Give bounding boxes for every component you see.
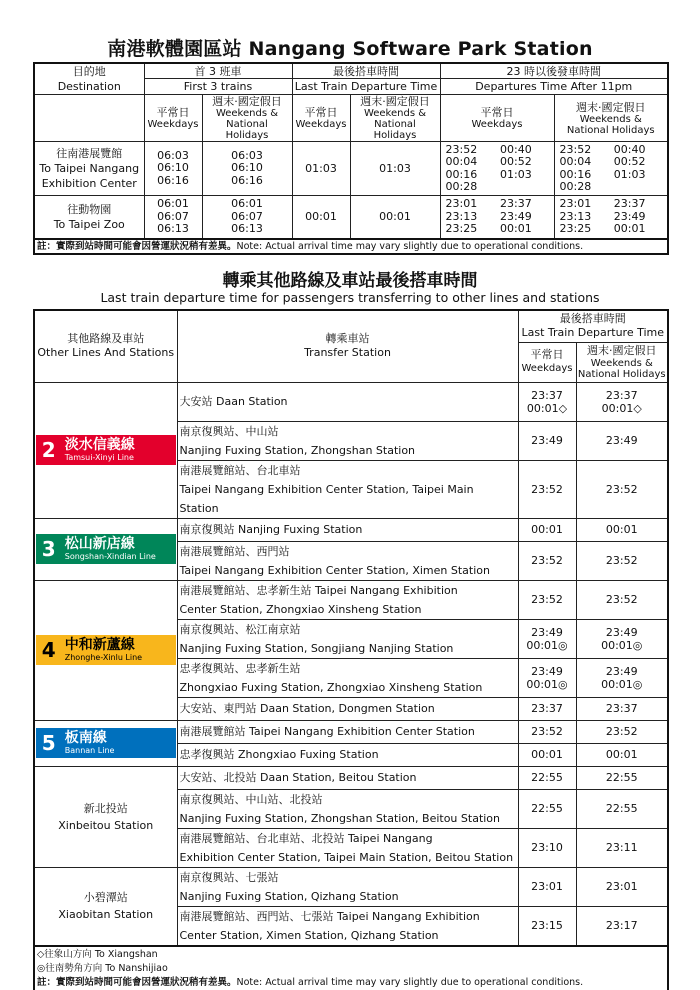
we-zh: 週末‧國定假日 xyxy=(360,95,430,108)
transfer-station-cell xyxy=(177,518,518,541)
weekdays-time xyxy=(518,867,576,906)
transfer-station-en: Nanjing Fuxing Station, Zhongshan Station xyxy=(179,443,416,457)
top-note xyxy=(34,239,668,254)
time: 23:37 xyxy=(531,702,563,715)
time: 00:16 xyxy=(559,167,592,181)
time: 00:01 xyxy=(605,523,638,536)
weekdays-header xyxy=(518,342,576,382)
transfer-station-cell xyxy=(177,697,518,720)
transfer-station-zh: 南港展覽館站、西門站、七張站 Taipei Nangang Exhibition xyxy=(179,909,480,923)
time: 23:13 xyxy=(445,209,478,223)
weekdays-time xyxy=(518,382,576,421)
we-en2: National Holidays xyxy=(373,119,417,141)
weekends-time xyxy=(576,619,668,658)
time: 00:04 xyxy=(559,155,592,168)
weekdays-time xyxy=(518,460,576,518)
transfer-station-cell xyxy=(177,580,518,619)
line-name xyxy=(62,534,176,564)
time: 06:03 xyxy=(157,148,189,162)
transfer-station-zh: 南京復興站、中山站、北投站 xyxy=(179,792,323,806)
time: 23:10 xyxy=(531,841,563,854)
wd-zh: 平常日 xyxy=(304,106,338,119)
time: 00:01 xyxy=(500,222,532,235)
time: 06:10 xyxy=(157,161,189,175)
last-weekends-header xyxy=(350,95,440,142)
line-badge xyxy=(36,728,176,758)
line-badge-cell xyxy=(34,580,177,720)
time-with-direction: 00:01◎ xyxy=(601,677,643,691)
time: 23:49 xyxy=(605,625,638,639)
time-with-direction: 00:01◇ xyxy=(526,401,568,415)
time: 00:52 xyxy=(500,155,532,168)
we-en: Weekends & xyxy=(579,113,642,125)
transfer-header-en: Transfer Station xyxy=(304,346,391,360)
weekdays-time xyxy=(518,421,576,460)
note-zh: 註：實際到站時間可能會因營運狀況稍有差異。 xyxy=(37,240,237,252)
after-weekdays-times xyxy=(440,196,554,239)
time: 00:01 xyxy=(531,748,563,761)
time: 00:52 xyxy=(613,155,646,168)
time: 23:49 xyxy=(531,434,563,447)
weekdays-time xyxy=(518,743,576,766)
time: 23:11 xyxy=(605,841,638,854)
first-weekdays-header xyxy=(144,95,202,142)
line-number: 3 xyxy=(36,534,62,564)
after-weekdays-times xyxy=(440,142,554,196)
station-zh: 小碧潭站 xyxy=(83,891,128,904)
destination-cell xyxy=(34,196,144,239)
time: 23:13 xyxy=(559,209,592,223)
first3-header-zh: 首 3 班車 xyxy=(144,63,292,79)
wd-en: Weekdays xyxy=(295,119,347,130)
weekdays-time xyxy=(518,697,576,720)
time-with-direction: 00:01◎ xyxy=(526,638,568,652)
last-header-zh: 最後搭車時間 xyxy=(559,312,626,326)
weekdays-time xyxy=(518,720,576,743)
footnote-note xyxy=(37,976,665,990)
dest-zh: 往南港展覽館 xyxy=(56,147,123,160)
transfer-station-en: Nanjing Fuxing Station, Zhongshan Station, Beitou Station xyxy=(179,811,501,825)
line-name-zh: 中和新蘆線 xyxy=(64,637,135,653)
dest-en: To Taipei Zoo xyxy=(53,217,125,231)
time: 00:16 xyxy=(445,167,478,181)
dest-zh: 往動物園 xyxy=(67,202,112,216)
weekends-time xyxy=(576,766,668,789)
lines-header xyxy=(34,310,177,382)
lines-header-en: Other Lines And Stations xyxy=(37,346,175,360)
transfer-station-en: Nanjing Fuxing Station, Qizhang Station xyxy=(179,889,399,903)
transfer-station-cell xyxy=(177,828,518,867)
line-badge xyxy=(36,435,176,465)
time: 06:07 xyxy=(157,209,189,223)
transfer-station-cell xyxy=(177,766,518,789)
station-cell xyxy=(34,867,177,946)
footnote-diamond: ◇往象山方向 To Xiangshan xyxy=(37,948,158,960)
line-number: 5 xyxy=(36,728,62,758)
line-number: 4 xyxy=(36,635,62,665)
transfer-station-zh: 南港展覽館站、台北車站、北投站 Taipei Nangang xyxy=(179,831,433,845)
weekends-time xyxy=(576,460,668,518)
last-header-zh: 最後搭車時間 xyxy=(292,63,440,79)
we-zh: 週末‧國定假日 xyxy=(576,100,646,114)
wd-en: Weekdays xyxy=(147,119,199,130)
first-weekends-times xyxy=(202,142,292,196)
transfer-station-cell xyxy=(177,541,518,580)
time: 23:52 xyxy=(531,482,563,496)
first-weekdays-times xyxy=(144,196,202,239)
line-name xyxy=(62,728,176,758)
after-weekends-times xyxy=(554,196,668,239)
time: 00:01 xyxy=(613,222,646,235)
weekdays-time xyxy=(518,580,576,619)
we-zh: 週末‧國定假日 xyxy=(587,344,657,357)
weekdays-time xyxy=(518,906,576,946)
note-en: Note: Actual arrival time may vary slightly due to operational conditions. xyxy=(236,976,584,988)
last-weekdays-header xyxy=(292,95,350,142)
weekends-time xyxy=(576,789,668,828)
time: 06:01 xyxy=(157,197,189,210)
first-weekends-times xyxy=(202,196,292,239)
we-en: Weekends & xyxy=(215,108,279,119)
table-row xyxy=(34,382,668,421)
transfer-header xyxy=(177,310,518,382)
time: 23:49 xyxy=(531,664,563,678)
time: 00:28 xyxy=(559,180,592,193)
transfer-station-en: Taipei Nangang Exhibition Center Station, Taipei Main Station xyxy=(179,482,474,515)
time: 23:25 xyxy=(559,222,592,235)
line-badge-cell xyxy=(34,720,177,766)
time: 22:55 xyxy=(531,802,563,815)
destination-header-spacer xyxy=(34,95,144,142)
weekdays-time xyxy=(518,518,576,541)
transfer-station-en: Nanjing Fuxing Station, Songjiang Nanjing Station xyxy=(179,641,454,655)
time: 22:55 xyxy=(531,771,563,784)
time xyxy=(614,181,662,194)
time: 06:03 xyxy=(231,148,263,162)
weekends-time xyxy=(576,382,668,421)
line-name xyxy=(62,635,176,665)
last-weekends-time: 01:03 xyxy=(350,142,440,196)
time: 23:52 xyxy=(605,725,638,738)
time: 23:37 xyxy=(531,388,563,402)
after-weekends-header xyxy=(554,95,668,142)
transfer-station-cell xyxy=(177,867,518,906)
time: 23:52 xyxy=(559,142,592,156)
we-en: Weekends & xyxy=(363,108,427,119)
station-cell xyxy=(34,766,177,867)
first-last-train-table xyxy=(33,62,669,255)
time: 01:03 xyxy=(613,167,646,181)
wd-en: Weekdays xyxy=(471,119,523,130)
time: 22:55 xyxy=(605,802,638,815)
first-weekdays-times xyxy=(144,142,202,196)
we-en2: National Holidays xyxy=(577,369,666,380)
time: 23:52 xyxy=(605,554,638,567)
we-en2: National Holidays xyxy=(566,124,655,136)
after11-header-en: Departures Time After 11pm xyxy=(440,79,668,95)
time: 23:52 xyxy=(445,142,478,156)
time: 06:13 xyxy=(157,222,189,235)
dest-en: To Taipei Nangang xyxy=(39,162,140,175)
after-weekends-times xyxy=(554,142,668,196)
transfer-station-cell xyxy=(177,382,518,421)
time: 23:15 xyxy=(531,919,563,932)
time: 01:03 xyxy=(500,167,532,181)
destination-header-en: Destination xyxy=(57,80,121,93)
line-name-zh: 松山新店線 xyxy=(64,536,135,552)
weekends-header xyxy=(576,342,668,382)
time: 06:16 xyxy=(157,173,189,187)
time: 23:52 xyxy=(531,725,563,738)
we-en2: National Holidays xyxy=(225,119,269,141)
time: 23:52 xyxy=(605,593,638,606)
we-zh: 週末‧國定假日 xyxy=(212,95,282,108)
time: 23:01 xyxy=(605,880,638,893)
time: 23:49 xyxy=(613,209,646,223)
transfer-table xyxy=(33,309,669,990)
weekends-time xyxy=(576,906,668,946)
table-row xyxy=(34,766,668,789)
transfer-station-en: Center Station, Zhongxiao Xinsheng Station xyxy=(179,602,422,616)
line-name-en: Tamsui-Xinyi Line xyxy=(64,453,134,462)
transfer-station-zh: 大安站 Daan Station xyxy=(179,395,288,408)
table-row xyxy=(34,867,668,906)
transfer-station-zh: 大安站、東門站 Daan Station, Dongmen Station xyxy=(179,701,435,715)
weekends-time xyxy=(576,828,668,867)
transfer-station-zh: 南京復興站、中山站 xyxy=(179,424,279,438)
transfer-station-zh: 南京復興站 Nanjing Fuxing Station xyxy=(179,522,363,536)
line-name-en: Bannan Line xyxy=(64,746,115,755)
time: 23:49 xyxy=(500,209,532,223)
transfer-station-cell xyxy=(177,906,518,946)
line-name-zh: 板南線 xyxy=(64,730,107,746)
transfer-header-zh: 轉乘車站 xyxy=(325,332,370,346)
transfer-station-zh: 南港展覽館站、台北車站 xyxy=(179,463,301,477)
destination-cell xyxy=(34,142,144,196)
time: 23:01 xyxy=(531,880,563,893)
time xyxy=(500,181,549,194)
station-zh: 新北投站 xyxy=(83,801,128,815)
transfer-station-cell xyxy=(177,789,518,828)
time: 23:49 xyxy=(605,434,638,447)
footnote-circle: ◎往南勢角方向 To Nanshijiao xyxy=(37,962,168,974)
transfer-station-cell xyxy=(177,743,518,766)
transfer-footnotes xyxy=(34,946,668,990)
time: 00:40 xyxy=(613,142,646,156)
transfer-station-zh: 南京復興站、松江南京站 xyxy=(179,622,301,636)
line-badge xyxy=(36,635,176,665)
time: 06:16 xyxy=(231,173,263,187)
time: 00:01 xyxy=(531,523,563,536)
line-name-en: Songshan-Xindian Line xyxy=(64,552,156,561)
line-name xyxy=(62,435,176,465)
table-row xyxy=(34,142,668,196)
time: 23:01 xyxy=(445,197,478,210)
transfer-title: 轉乘其他路線及車站最後搭車時間 xyxy=(222,271,478,291)
last-weekdays-time: 00:01 xyxy=(292,196,350,239)
time: 23:25 xyxy=(445,222,478,235)
time: 23:37 xyxy=(605,702,638,715)
transfer-station-zh: 大安站、北投站 Daan Station, Beitou Station xyxy=(179,770,417,784)
note-en: Note: Actual arrival time may vary slightly due to operational conditions. xyxy=(236,240,584,252)
weekends-time xyxy=(576,421,668,460)
first3-header-en: First 3 trains xyxy=(144,79,292,95)
time: 00:40 xyxy=(500,142,532,156)
time: 06:07 xyxy=(231,209,263,223)
weekdays-time xyxy=(518,766,576,789)
time: 23:01 xyxy=(559,197,592,210)
weekends-time xyxy=(576,518,668,541)
weekends-time xyxy=(576,697,668,720)
time: 00:28 xyxy=(445,180,478,193)
line-name-zh: 淡水信義線 xyxy=(64,437,135,453)
time: 06:13 xyxy=(231,222,263,235)
time: 23:52 xyxy=(531,593,563,606)
after-weekdays-header xyxy=(440,95,554,142)
transfer-station-cell xyxy=(177,460,518,518)
destination-header-zh: 目的地 xyxy=(72,65,106,78)
line-badge-cell xyxy=(34,382,177,518)
dest-en2: Exhibition Center xyxy=(41,177,137,190)
time-with-direction: 00:01◎ xyxy=(526,677,568,691)
weekends-time xyxy=(576,658,668,697)
weekends-time xyxy=(576,580,668,619)
transfer-subtitle: Last train departure time for passengers transferring to other lines and stations xyxy=(100,290,600,305)
transfer-station-en: Exhibition Center Station, Taipei Main Station, Beitou Station xyxy=(179,850,514,864)
destination-header xyxy=(34,63,144,95)
time-with-direction: 00:01◇ xyxy=(601,401,642,415)
table-row xyxy=(34,196,668,239)
weekdays-time xyxy=(518,658,576,697)
table-row xyxy=(34,720,668,743)
time: 23:49 xyxy=(531,625,563,639)
transfer-station-cell xyxy=(177,720,518,743)
weekdays-time xyxy=(518,789,576,828)
station-en: Xinbeitou Station xyxy=(58,818,154,832)
transfer-station-cell xyxy=(177,421,518,460)
time: 23:49 xyxy=(605,664,638,678)
time: 00:04 xyxy=(445,155,478,168)
time: 23:52 xyxy=(605,482,638,496)
weekdays-time xyxy=(518,541,576,580)
last-train-header xyxy=(518,310,668,342)
last-header-en: Last Train Departure Time xyxy=(521,326,665,340)
transfer-station-cell xyxy=(177,658,518,697)
transfer-station-zh: 忠孝復興站、忠孝新生站 xyxy=(179,661,301,675)
transfer-station-en: Center Station, Ximen Station, Qizhang Station xyxy=(179,928,439,942)
transfer-station-zh: 南港展覽館站、西門站 xyxy=(179,544,290,558)
time: 06:01 xyxy=(231,197,263,210)
weekdays-time xyxy=(518,828,576,867)
time: 23:37 xyxy=(605,388,638,402)
line-badge-cell xyxy=(34,518,177,580)
line-number: 2 xyxy=(36,435,62,465)
table-row xyxy=(34,518,668,541)
wd-zh: 平常日 xyxy=(156,106,190,119)
line-badge xyxy=(36,534,176,564)
transfer-station-en: Taipei Nangang Exhibition Center Station, Ximen Station xyxy=(179,563,490,577)
weekends-time xyxy=(576,743,668,766)
we-en: Weekends & xyxy=(590,358,653,369)
time-with-direction: 00:01◎ xyxy=(601,638,643,652)
weekdays-time xyxy=(518,619,576,658)
last-weekdays-time: 01:03 xyxy=(292,142,350,196)
weekends-time xyxy=(576,541,668,580)
line-name-en: Zhonghe-Xinlu Line xyxy=(64,653,143,662)
time: 06:10 xyxy=(231,161,263,175)
note-zh: 註：實際到站時間可能會因營運狀況稍有差異。 xyxy=(37,976,237,988)
first-weekends-header xyxy=(202,95,292,142)
wd-zh: 平常日 xyxy=(480,106,514,119)
station-en: Xiaobitan Station xyxy=(58,908,154,921)
time: 23:37 xyxy=(500,197,532,210)
page-title: 南港軟體園區站 Nangang Software Park Station xyxy=(107,38,593,60)
transfer-station-zh: 忠孝復興站 Zhongxiao Fuxing Station xyxy=(179,747,379,761)
time: 00:01 xyxy=(605,748,638,761)
after11-header-zh: 23 時以後發車時間 xyxy=(440,63,668,79)
time: 23:37 xyxy=(613,197,646,210)
time: 22:55 xyxy=(605,771,638,784)
weekends-time xyxy=(576,720,668,743)
weekends-time xyxy=(576,867,668,906)
last-header-en: Last Train Departure Time xyxy=(292,79,440,95)
table-row xyxy=(34,580,668,619)
transfer-station-zh: 南港展覽館站 Taipei Nangang Exhibition Center Station xyxy=(179,724,475,738)
transfer-station-cell xyxy=(177,619,518,658)
wd-en: Weekdays xyxy=(521,363,573,374)
last-weekends-time: 00:01 xyxy=(350,196,440,239)
transfer-station-zh: 南港展覽館站、忠孝新生站 Taipei Nangang Exhibition xyxy=(179,583,458,597)
time: 23:17 xyxy=(605,919,638,932)
lines-header-zh: 其他路線及車站 xyxy=(67,332,145,346)
transfer-station-en: Zhongxiao Fuxing Station, Zhongxiao Xinsheng Station xyxy=(179,680,483,694)
transfer-station-zh: 南京復興站、七張站 xyxy=(179,870,279,884)
wd-zh: 平常日 xyxy=(530,348,564,361)
time: 23:52 xyxy=(531,554,563,567)
